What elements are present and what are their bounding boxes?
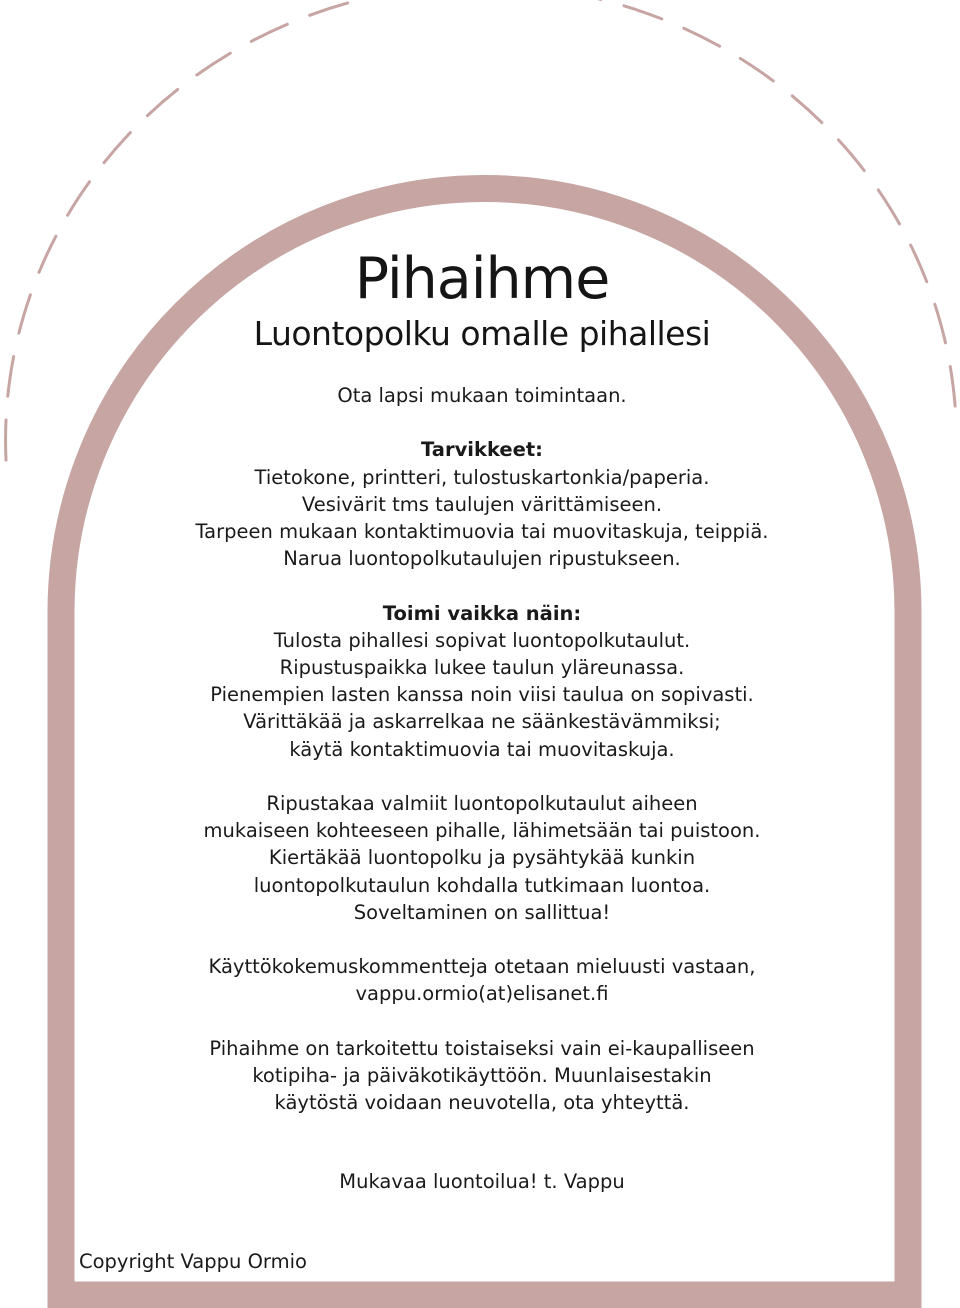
page-title: Pihaihme [354, 246, 610, 312]
closing-greeting: Mukavaa luontoilua! t. Vappu [339, 1170, 625, 1193]
usage-line: mukaiseen kohteeseen pihalle, lähimetsään tai puistoon. [203, 819, 761, 843]
instructions-line: Ripustuspaikka lukee taulun yläreunassa. [279, 656, 685, 679]
usage-line: Kiertäkää luontopolku ja pysähtykää kunkin [268, 846, 696, 870]
instructions-line: käytä kontaktimuovia tai muovitaskuja. [289, 737, 675, 761]
instructions-line: Pienempien lasten kanssa noin viisi taulua on sopivasti. [210, 683, 754, 707]
supplies-line: Vesivärit tms taulujen värittämiseen. [301, 492, 663, 516]
usage-line: Ripustakaa valmiit luontopolkutaulut aiheen [266, 792, 698, 815]
page-subtitle: Luontopolku omalle pihallesi [253, 314, 711, 353]
main-content [140, 382, 824, 1116]
supplies-line: Narua luontopolkutaulujen ripustukseen. [283, 547, 681, 571]
usage-line: luontopolkutaulun kohdalla tutkimaan luontoa. [253, 873, 711, 897]
feedback-email: vappu.ormio(at)elisanet.fi [355, 982, 609, 1006]
license-line: kotipiha- ja päiväkotikäyttöön. Muunlaisestakin [252, 1064, 712, 1087]
supplies-line: Tarpeen mukaan kontaktimuovia tai muovitaskuja, teippiä. [195, 520, 769, 543]
license-line: käytöstä voidaan neuvotella, ota yhteyttä. [274, 1091, 690, 1115]
usage-line: Soveltaminen on sallittua! [353, 900, 611, 924]
feedback-line: Käyttökokemuskommentteja otetaan mieluusti vastaan, [208, 955, 756, 979]
license-line: Pihaihme on tarkoitettu toistaiseksi vain ei-kaupalliseen [209, 1036, 755, 1060]
intro-text: Ota lapsi mukaan toimintaan. [337, 384, 627, 407]
copyright-notice: Copyright Vappu Ormio [79, 1250, 307, 1273]
instructions-line: Tulosta pihallesi sopivat luontopolkutaulut. [273, 628, 691, 652]
instructions-heading: Toimi vaikka näin: [382, 601, 582, 625]
supplies-line: Tietokone, printteri, tulostuskartonkia/paperia. [254, 465, 710, 489]
supplies-heading: Tarvikkeet: [421, 438, 543, 462]
instructions-line: Värittäkää ja askarrelkaa ne säänkestävämmiksi; [243, 710, 721, 734]
